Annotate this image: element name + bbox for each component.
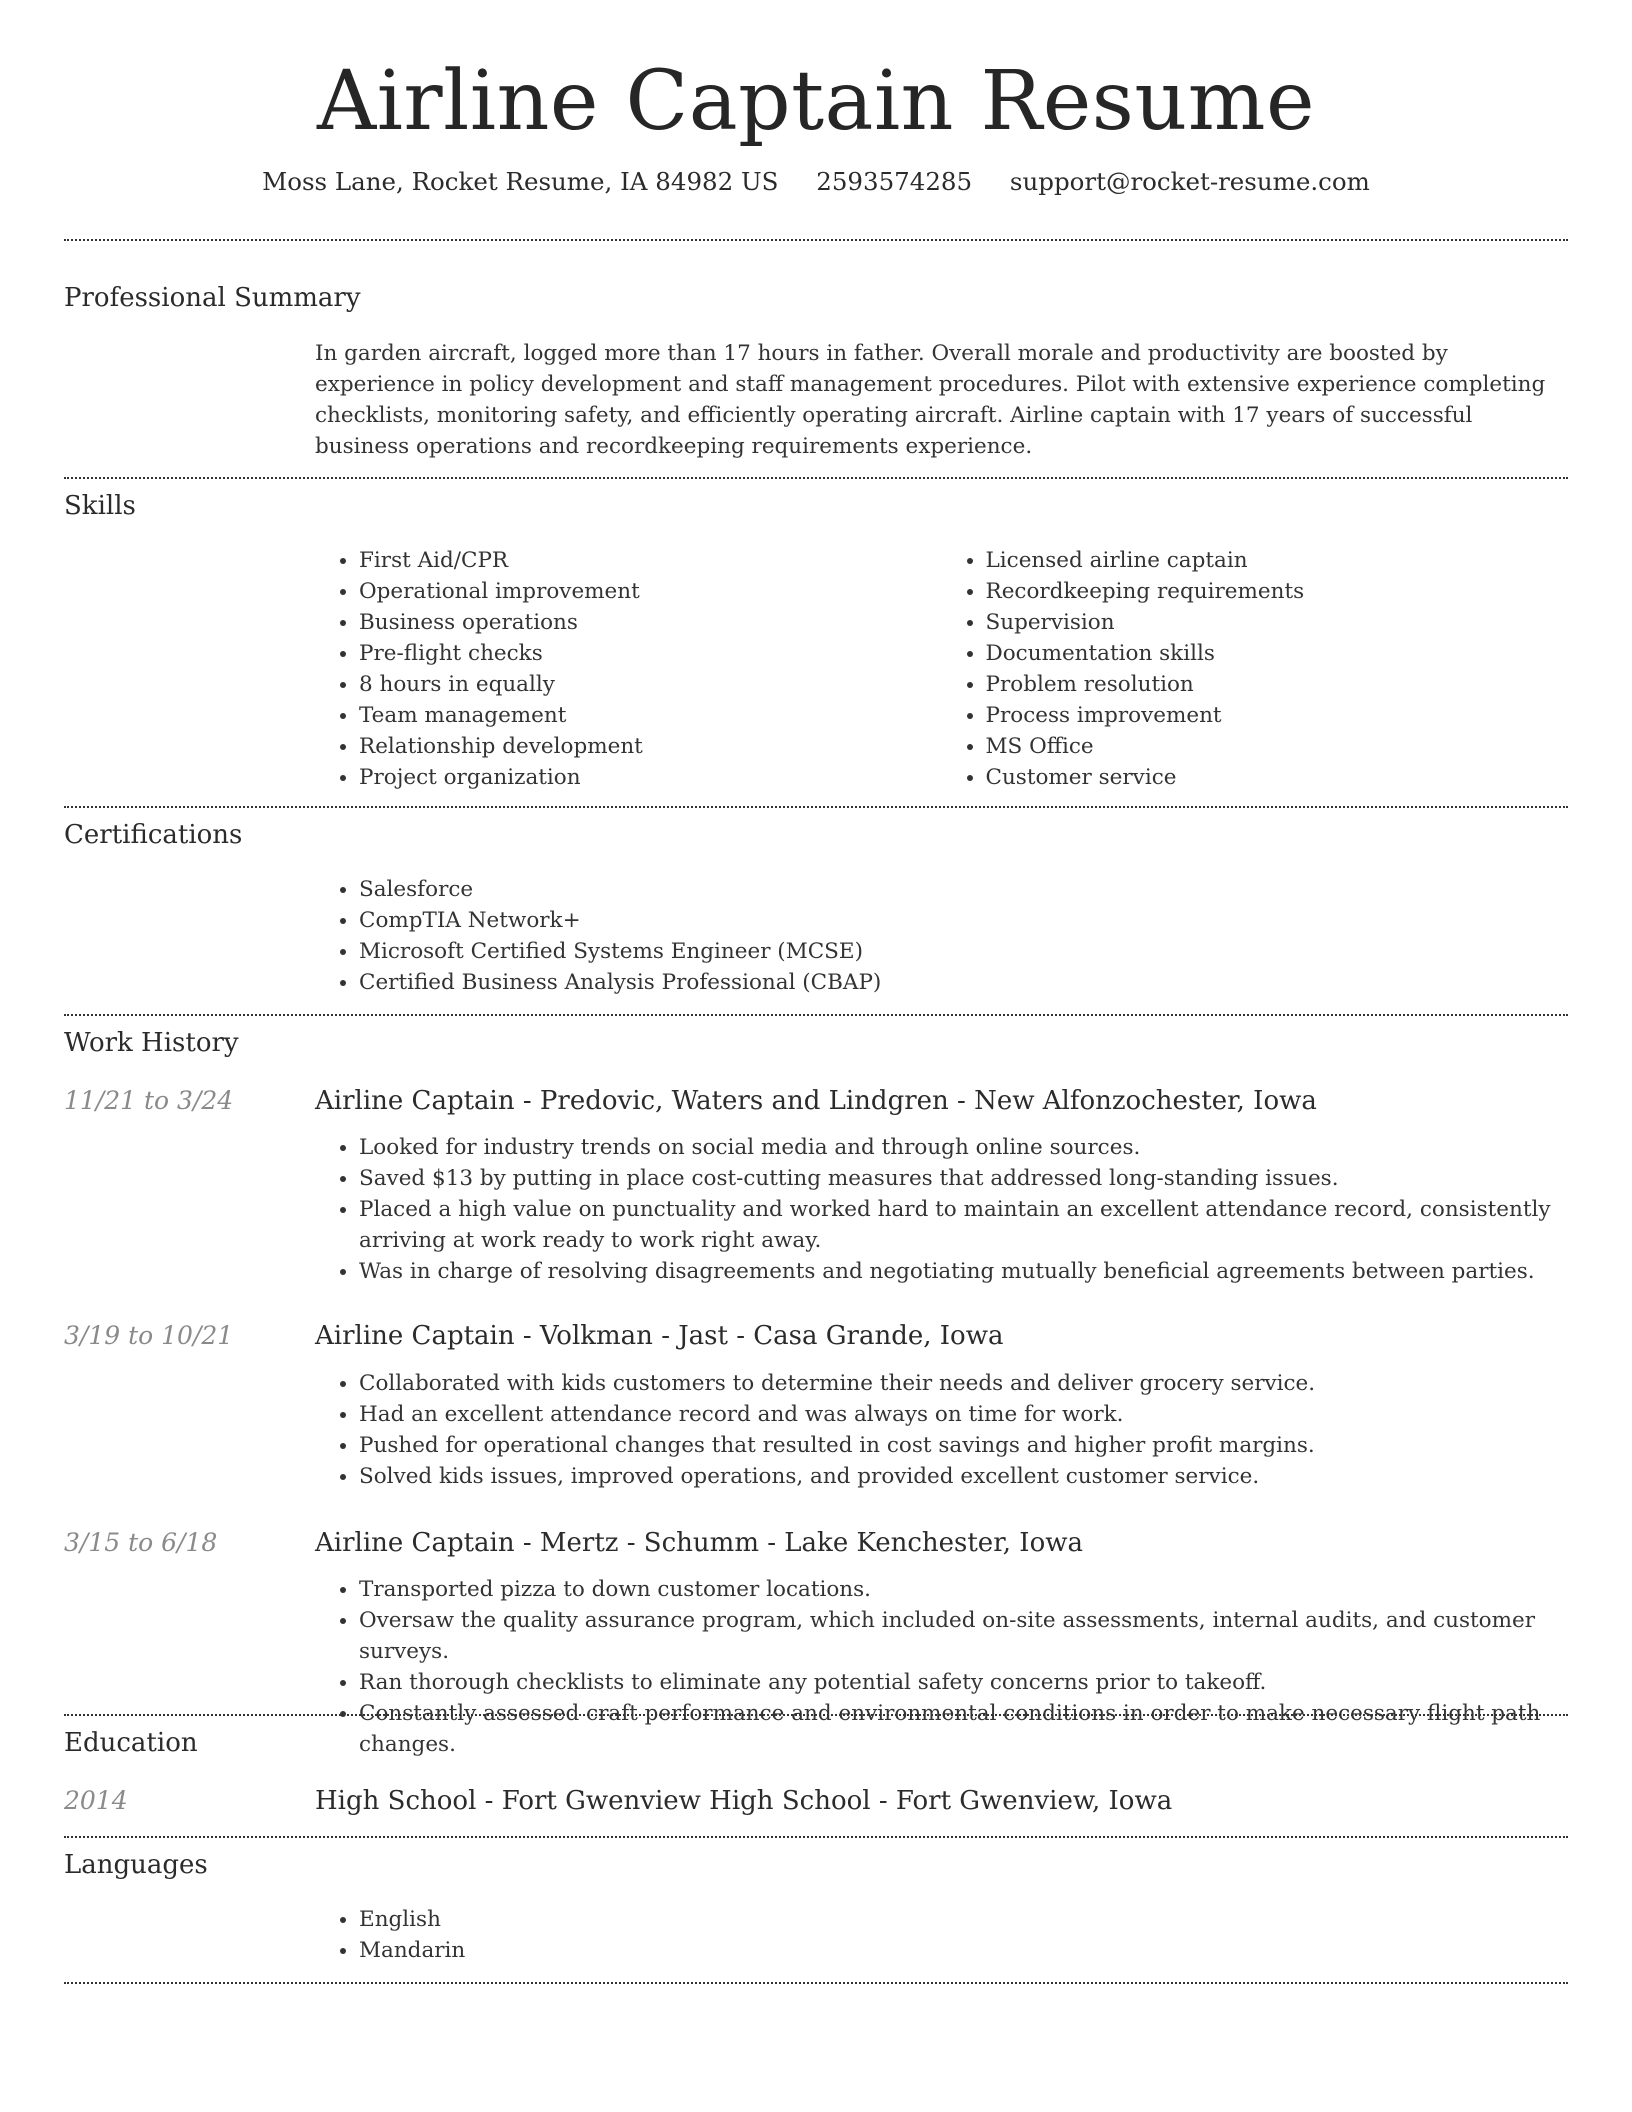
skill-item: • MS Office	[986, 731, 1569, 762]
skills-list-left	[315, 545, 942, 793]
skills-list-right	[942, 545, 1569, 793]
language-item: • Mandarin	[359, 1935, 1568, 1966]
skill-item: • Project organization	[359, 762, 942, 793]
job-dates: 3/19 to 10/21	[64, 1321, 234, 1350]
job-bullet: • Placed a high value on punctuality and worked hard to maintain an excellent attendance record, consistently arriving at work ready to work right away.	[359, 1194, 1568, 1256]
summary-section	[315, 338, 1568, 462]
skill-item: • Licensed airline captain	[986, 545, 1569, 576]
divider	[64, 477, 1568, 479]
skill-item: • 8 hours in equally	[359, 669, 942, 700]
job-bullets	[315, 1132, 1568, 1287]
skill-item: • Operational improvement	[359, 576, 942, 607]
language-item: • English	[359, 1904, 1568, 1935]
section-title-work-history: Work History	[64, 1028, 239, 1058]
skill-item: • Business operations	[359, 607, 942, 638]
skill-item: • Documentation skills	[986, 638, 1569, 669]
skill-item: • Relationship development	[359, 731, 942, 762]
job-dates: 11/21 to 3/24	[64, 1086, 234, 1115]
skill-item: • Process improvement	[986, 700, 1569, 731]
resume-title: Airline Captain Resume	[316, 54, 1315, 149]
certification-item: • Microsoft Certified Systems Engineer (MCSE)	[359, 936, 1568, 967]
contact-email: support@rocket-resume.com	[1009, 167, 1370, 196]
job-bullet: • Looked for industry trends on social media and through online sources.	[359, 1132, 1568, 1163]
skill-item: • First Aid/CPR	[359, 545, 942, 576]
languages-list	[315, 1904, 1568, 1966]
skills-section	[315, 545, 1568, 793]
skill-item: • Team management	[359, 700, 942, 731]
section-title-summary: Professional Summary	[64, 283, 361, 313]
certification-item: • CompTIA Network+	[359, 905, 1568, 936]
skill-item: • Problem resolution	[986, 669, 1569, 700]
divider	[64, 1714, 1568, 1716]
skill-item: • Supervision	[986, 607, 1569, 638]
summary-text: In garden aircraft, logged more than 17 hours in father. Overall morale and productivity are boosted by experience in policy development and staff management procedures. Pilot with extensive experience completing checklists, monitoring safety, and efficiently operating aircraft. Airline captain with 17 years of successful business operations and recordkeeping requirements experience.	[315, 341, 1546, 459]
section-title-education: Education	[64, 1728, 198, 1758]
section-title-skills: Skills	[64, 491, 136, 521]
contact-address: Moss Lane, Rocket Resume, IA 84982 US	[262, 167, 779, 196]
resume-page	[64, 0, 1568, 1963]
contact-line	[64, 166, 1568, 198]
certification-item: • Salesforce	[359, 874, 1568, 905]
divider	[64, 806, 1568, 808]
job-bullet: • Transported pizza to down customer locations.	[359, 1574, 1568, 1605]
contact-phone: 2593574285	[816, 167, 973, 196]
divider	[64, 239, 1568, 241]
job-bullet: • Constantly assessed craft performance and environmental conditions in order to make necessary flight path changes.	[359, 1698, 1568, 1760]
job-bullet: • Oversaw the quality assurance program, which included on-site assessments, internal audits, and customer surveys.	[359, 1605, 1568, 1667]
divider	[64, 1982, 1568, 1984]
job-bullet: • Saved $13 by putting in place cost-cutting measures that addressed long-standing issues.	[359, 1163, 1568, 1194]
job-bullet: • Solved kids issues, improved operations, and provided excellent customer service.	[359, 1461, 1568, 1492]
certifications-list	[315, 874, 1568, 998]
section-title-certifications: Certifications	[64, 820, 243, 850]
job-bullet: • Had an excellent attendance record and was always on time for work.	[359, 1399, 1568, 1430]
job-title: Airline Captain - Volkman - Jast - Casa Grande, Iowa	[315, 1321, 1004, 1351]
certification-item: • Certified Business Analysis Professional (CBAP)	[359, 967, 1568, 998]
job-bullet: • Ran thorough checklists to eliminate any potential safety concerns prior to takeoff.	[359, 1667, 1568, 1698]
divider	[64, 1014, 1568, 1016]
education-entry: High School - Fort Gwenview High School - Fort Gwenview, Iowa	[315, 1786, 1173, 1816]
skill-item: • Pre-flight checks	[359, 638, 942, 669]
certifications-section	[315, 874, 1568, 998]
job-bullet: • Pushed for operational changes that resulted in cost savings and higher profit margins.	[359, 1430, 1568, 1461]
skill-item: • Recordkeeping requirements	[986, 576, 1569, 607]
job-title: Airline Captain - Predovic, Waters and Lindgren - New Alfonzochester, Iowa	[315, 1086, 1317, 1116]
job-bullets	[315, 1574, 1568, 1760]
job-bullet: • Was in charge of resolving disagreements and negotiating mutually beneficial agreements between parties.	[359, 1256, 1568, 1287]
section-title-languages: Languages	[64, 1850, 208, 1880]
job-bullet: • Collaborated with kids customers to determine their needs and deliver grocery service.	[359, 1368, 1568, 1399]
divider	[64, 1836, 1568, 1838]
job-dates: 3/15 to 6/18	[64, 1528, 218, 1557]
job-bullets	[315, 1368, 1568, 1492]
skill-item: • Customer service	[986, 762, 1569, 793]
education-year: 2014	[64, 1786, 128, 1815]
languages-section	[315, 1904, 1568, 1966]
job-title: Airline Captain - Mertz - Schumm - Lake Kenchester, Iowa	[315, 1528, 1083, 1558]
